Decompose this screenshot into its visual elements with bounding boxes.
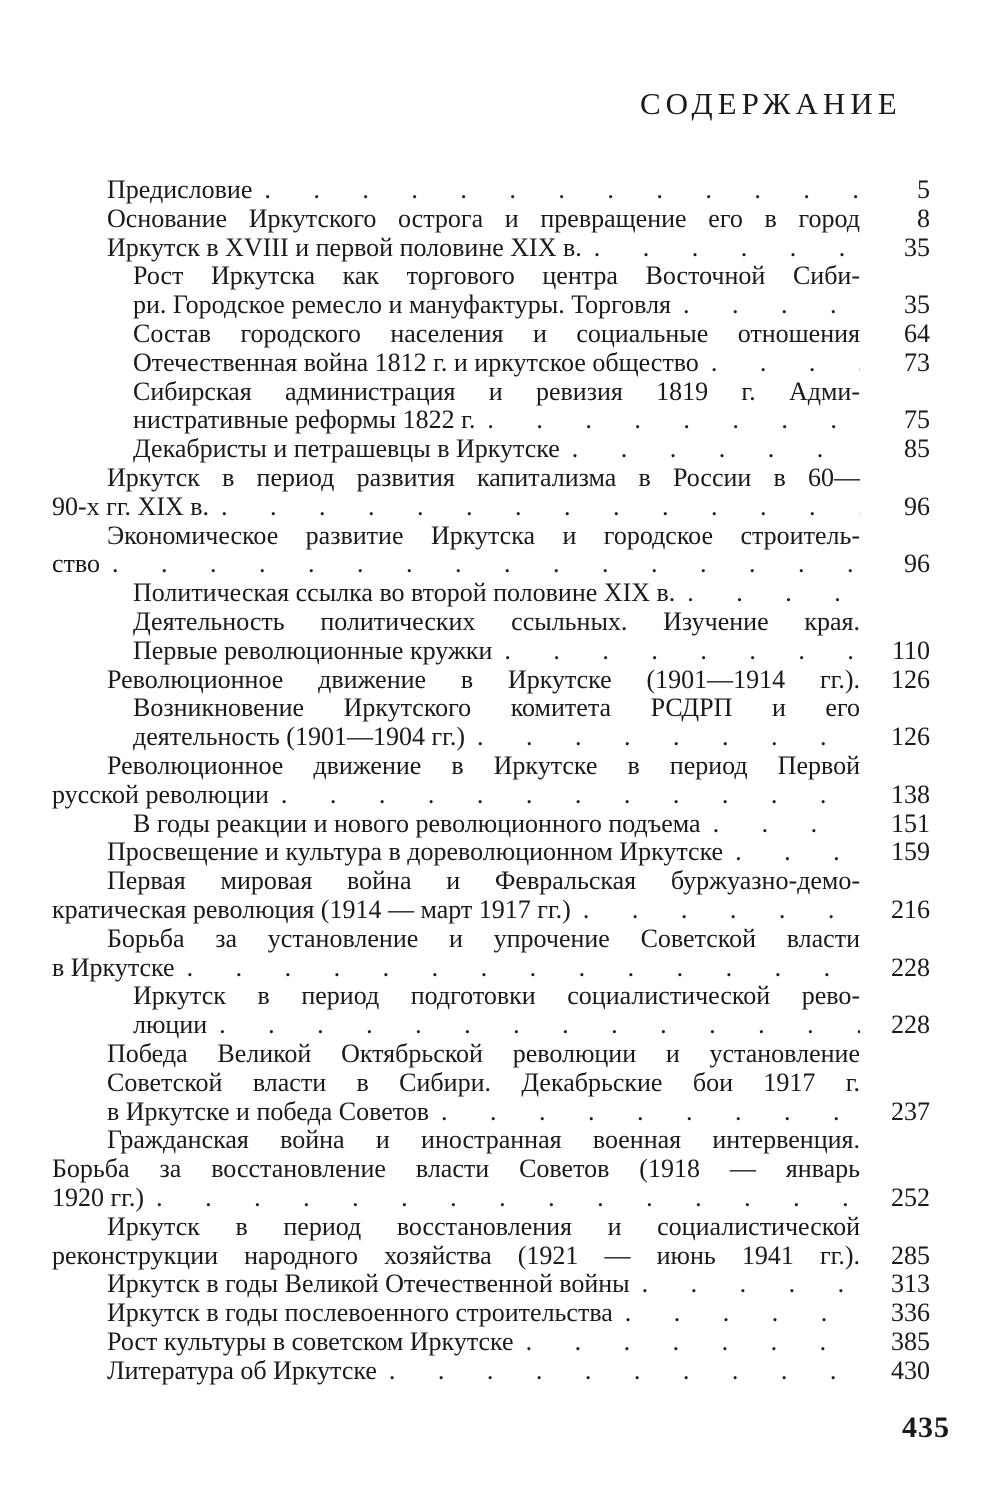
toc-entry-text: Сибирская администрация и ревизия 1819 г. Адми- (133, 376, 860, 406)
dot-leader (560, 434, 860, 464)
toc-entry-text: Основание Иркутского острога и превращение его в город (107, 203, 860, 233)
dot-leader (207, 1010, 860, 1040)
toc-entry-line (52, 492, 860, 522)
toc-entry-text: в Иркутске (52, 952, 175, 982)
toc-entry-text: русской революции (52, 779, 269, 809)
toc-entry-text: нистративные реформы 1822 г. (133, 405, 476, 435)
toc-entry-text: Отечественная война 1812 г. и иркутское общество (133, 347, 699, 377)
toc-page-number: 126 (891, 722, 930, 752)
toc-page-number: 159 (891, 837, 930, 867)
dot-leader (701, 809, 860, 839)
dot-leader (613, 1298, 860, 1328)
toc-page-number: 385 (891, 1327, 930, 1356)
dot-leader (175, 953, 860, 983)
toc-entry-line (133, 636, 860, 666)
toc-entry-line (133, 1010, 860, 1040)
toc-page-number: 126 (891, 664, 930, 694)
toc-entry-line (107, 1356, 860, 1386)
toc-entry-text: В годы реакции и нового революционного подъема (133, 808, 701, 838)
toc-entry-line (133, 319, 860, 349)
toc-entry-text: Борьба за установление и упрочение Советской власти (107, 923, 860, 953)
toc-entry-text: 90-х гг. XIX в. (52, 491, 210, 521)
toc-entry-line (107, 1269, 860, 1299)
toc-entry-line (107, 837, 860, 867)
toc-entry-text: Советской власти в Сибири. Декабрьские бои 1917 г. (107, 1067, 860, 1097)
toc-entry-text: ри. Городское ремесло и мануфактуры. Торговля (133, 290, 672, 320)
toc-page-number: 110 (891, 635, 930, 665)
toc-entry-text: Первые революционные кружки (133, 635, 493, 665)
toc-entry-text: Возникновение Иркутского комитета РСДРП и его (133, 693, 860, 723)
toc-entry-line (52, 549, 860, 579)
toc-page-number: 228 (891, 1010, 930, 1040)
dot-leader (269, 780, 860, 810)
dot-leader (465, 722, 860, 752)
toc-entry-text: Предисловие (107, 175, 253, 204)
toc-entry-line (107, 1212, 860, 1242)
toc-page-number: 85 (904, 434, 930, 464)
toc-page-number: 73 (904, 347, 930, 377)
toc-entry-text: деятельность (1901—1904 гг.) (133, 722, 465, 752)
toc-entry-line (133, 261, 860, 291)
toc-page-number: 252 (891, 1183, 930, 1212)
toc-entry-line (107, 1068, 860, 1098)
dot-leader (723, 837, 860, 867)
toc-entry-text: Декабристы и петрашевцы в Иркутске (133, 434, 560, 464)
toc-entry-line (133, 809, 860, 839)
toc-entry-line (107, 175, 860, 205)
toc-entry-text: Просвещение и культура в дореволюционном Иркутске (107, 837, 724, 867)
toc-page-number: 35 (904, 232, 930, 262)
toc-page-number: 138 (891, 779, 930, 809)
toc-entry-line (133, 348, 860, 378)
toc-entry-line (52, 1154, 860, 1184)
toc-entry-text: Первая мировая война и Февральская буржуазно-демо- (107, 866, 860, 896)
toc-entry-text: люции (133, 1010, 208, 1040)
page-title: СОДЕРЖАНИЕ (640, 86, 902, 121)
toc-entry-line (52, 895, 860, 925)
toc-entry-line (107, 204, 860, 234)
toc-page-number: 336 (891, 1298, 930, 1328)
toc-entry-line (107, 1125, 860, 1155)
toc-entry-text: 1920 гг.) (52, 1183, 145, 1212)
dot-leader (252, 175, 860, 205)
toc-entry-text: Политическая ссылка во второй половине XIX в. (133, 578, 676, 608)
toc-entry-text: Иркутск в XVIII и первой половине XIX в. (107, 232, 582, 262)
toc-entry-line (133, 578, 860, 608)
toc-entry-line (107, 1097, 860, 1127)
toc-entry-line (133, 722, 860, 752)
dot-leader (144, 1183, 860, 1213)
toc-entry-line (133, 405, 860, 435)
toc-entry-line (107, 866, 860, 896)
toc-page-number: 313 (891, 1269, 930, 1299)
toc-entry-text: Победа Великой Октябрьской революции и установление (107, 1039, 860, 1068)
toc-entry-text: кратическая революция (1914 — март 1917 гг.) (52, 895, 571, 924)
toc-entry-line (107, 665, 860, 695)
toc-entry-text: Гражданская война и иностранная военная интервенция. (107, 1125, 860, 1155)
toc-page-number: 64 (904, 319, 930, 348)
toc-entry-line (107, 463, 860, 493)
toc-page-number: 228 (891, 952, 930, 982)
dot-leader (209, 492, 860, 522)
toc-entry-text: Состав городского населения и социальные отношения (133, 319, 860, 348)
toc-entry-line (133, 434, 860, 464)
dot-leader (675, 578, 860, 608)
toc-entry-line (107, 1039, 860, 1069)
toc-entry-line (133, 693, 860, 723)
toc-entry-text: в Иркутске и победа Советов (107, 1096, 430, 1126)
toc-entry-line (133, 981, 860, 1011)
toc-entry-text: Иркутск в годы послевоенного строительства (107, 1298, 613, 1328)
dot-leader (492, 636, 860, 666)
toc-page-number: 35 (904, 290, 930, 320)
toc-entry-text: реконструкции народного хозяйства (1921 — июнь 1941 гг.). (52, 1240, 860, 1270)
toc-page-number: 430 (891, 1355, 930, 1385)
dot-leader (475, 405, 860, 435)
toc-entry-line (107, 1327, 860, 1357)
toc-entry-line (107, 751, 860, 781)
toc-entry-line (52, 1241, 860, 1271)
toc-entry-text: Рост культуры в советском Иркутске (107, 1327, 514, 1356)
toc-page-number: 151 (891, 808, 930, 838)
toc-entry-text: Рост Иркутска как торгового центра Восточной Сиби- (133, 261, 860, 291)
dot-leader (100, 549, 860, 579)
toc-entry-line (107, 924, 860, 954)
toc-entry-text: Иркутск в период подготовки социалистической рево- (133, 981, 860, 1011)
toc-page-number: 96 (904, 549, 930, 579)
toc-entry-text: Революционное движение в Иркутске в период Первой (107, 751, 860, 780)
toc-page-number: 8 (917, 203, 930, 233)
toc-entry-line (107, 521, 860, 551)
toc-entry-line (133, 290, 860, 320)
toc-page-number: 237 (891, 1096, 930, 1126)
toc-entry-line (52, 1183, 860, 1213)
toc-entry-line (133, 377, 860, 407)
page-number: 435 (902, 1411, 950, 1444)
dot-leader (671, 290, 860, 320)
toc-entry-line (52, 780, 860, 810)
toc-page-number: 75 (904, 405, 930, 435)
toc-entry-line (133, 607, 860, 637)
toc-entry-line (107, 1298, 860, 1328)
toc-entry-text: Деятельность политических ссыльных. Изучение края. (133, 607, 860, 636)
toc-page-number: 285 (891, 1240, 930, 1270)
toc-entry-text: Экономическое развитие Иркутска и городское строитель- (107, 520, 860, 550)
toc-entry-text: Борьба за восстановление власти Советов (1918 — январь (52, 1154, 860, 1184)
toc-entry-line (52, 953, 860, 983)
dot-leader (699, 348, 860, 378)
dot-leader (514, 1327, 860, 1357)
toc-entry-text: ство (52, 549, 101, 579)
toc-entry-line (107, 233, 860, 263)
dot-leader (630, 1269, 860, 1299)
toc-entry-text: Литература об Иркутске (107, 1355, 377, 1385)
dot-leader (582, 233, 860, 263)
toc-entry-text: Иркутск в период развития капитализма в России в 60— (107, 463, 860, 492)
toc-page-number: 96 (904, 491, 930, 521)
toc-entry-text: Иркутск в период восстановления и социалистической (107, 1211, 860, 1241)
dot-leader (429, 1097, 860, 1127)
toc-entry-text: Революционное движение в Иркутске (1901—1914 гг.). (107, 664, 860, 694)
toc-page-number: 5 (917, 175, 930, 204)
dot-leader (571, 895, 860, 925)
toc-page-number: 216 (891, 895, 930, 924)
dot-leader (377, 1356, 860, 1386)
toc-entry-text: Иркутск в годы Великой Отечественной войны (107, 1269, 630, 1299)
